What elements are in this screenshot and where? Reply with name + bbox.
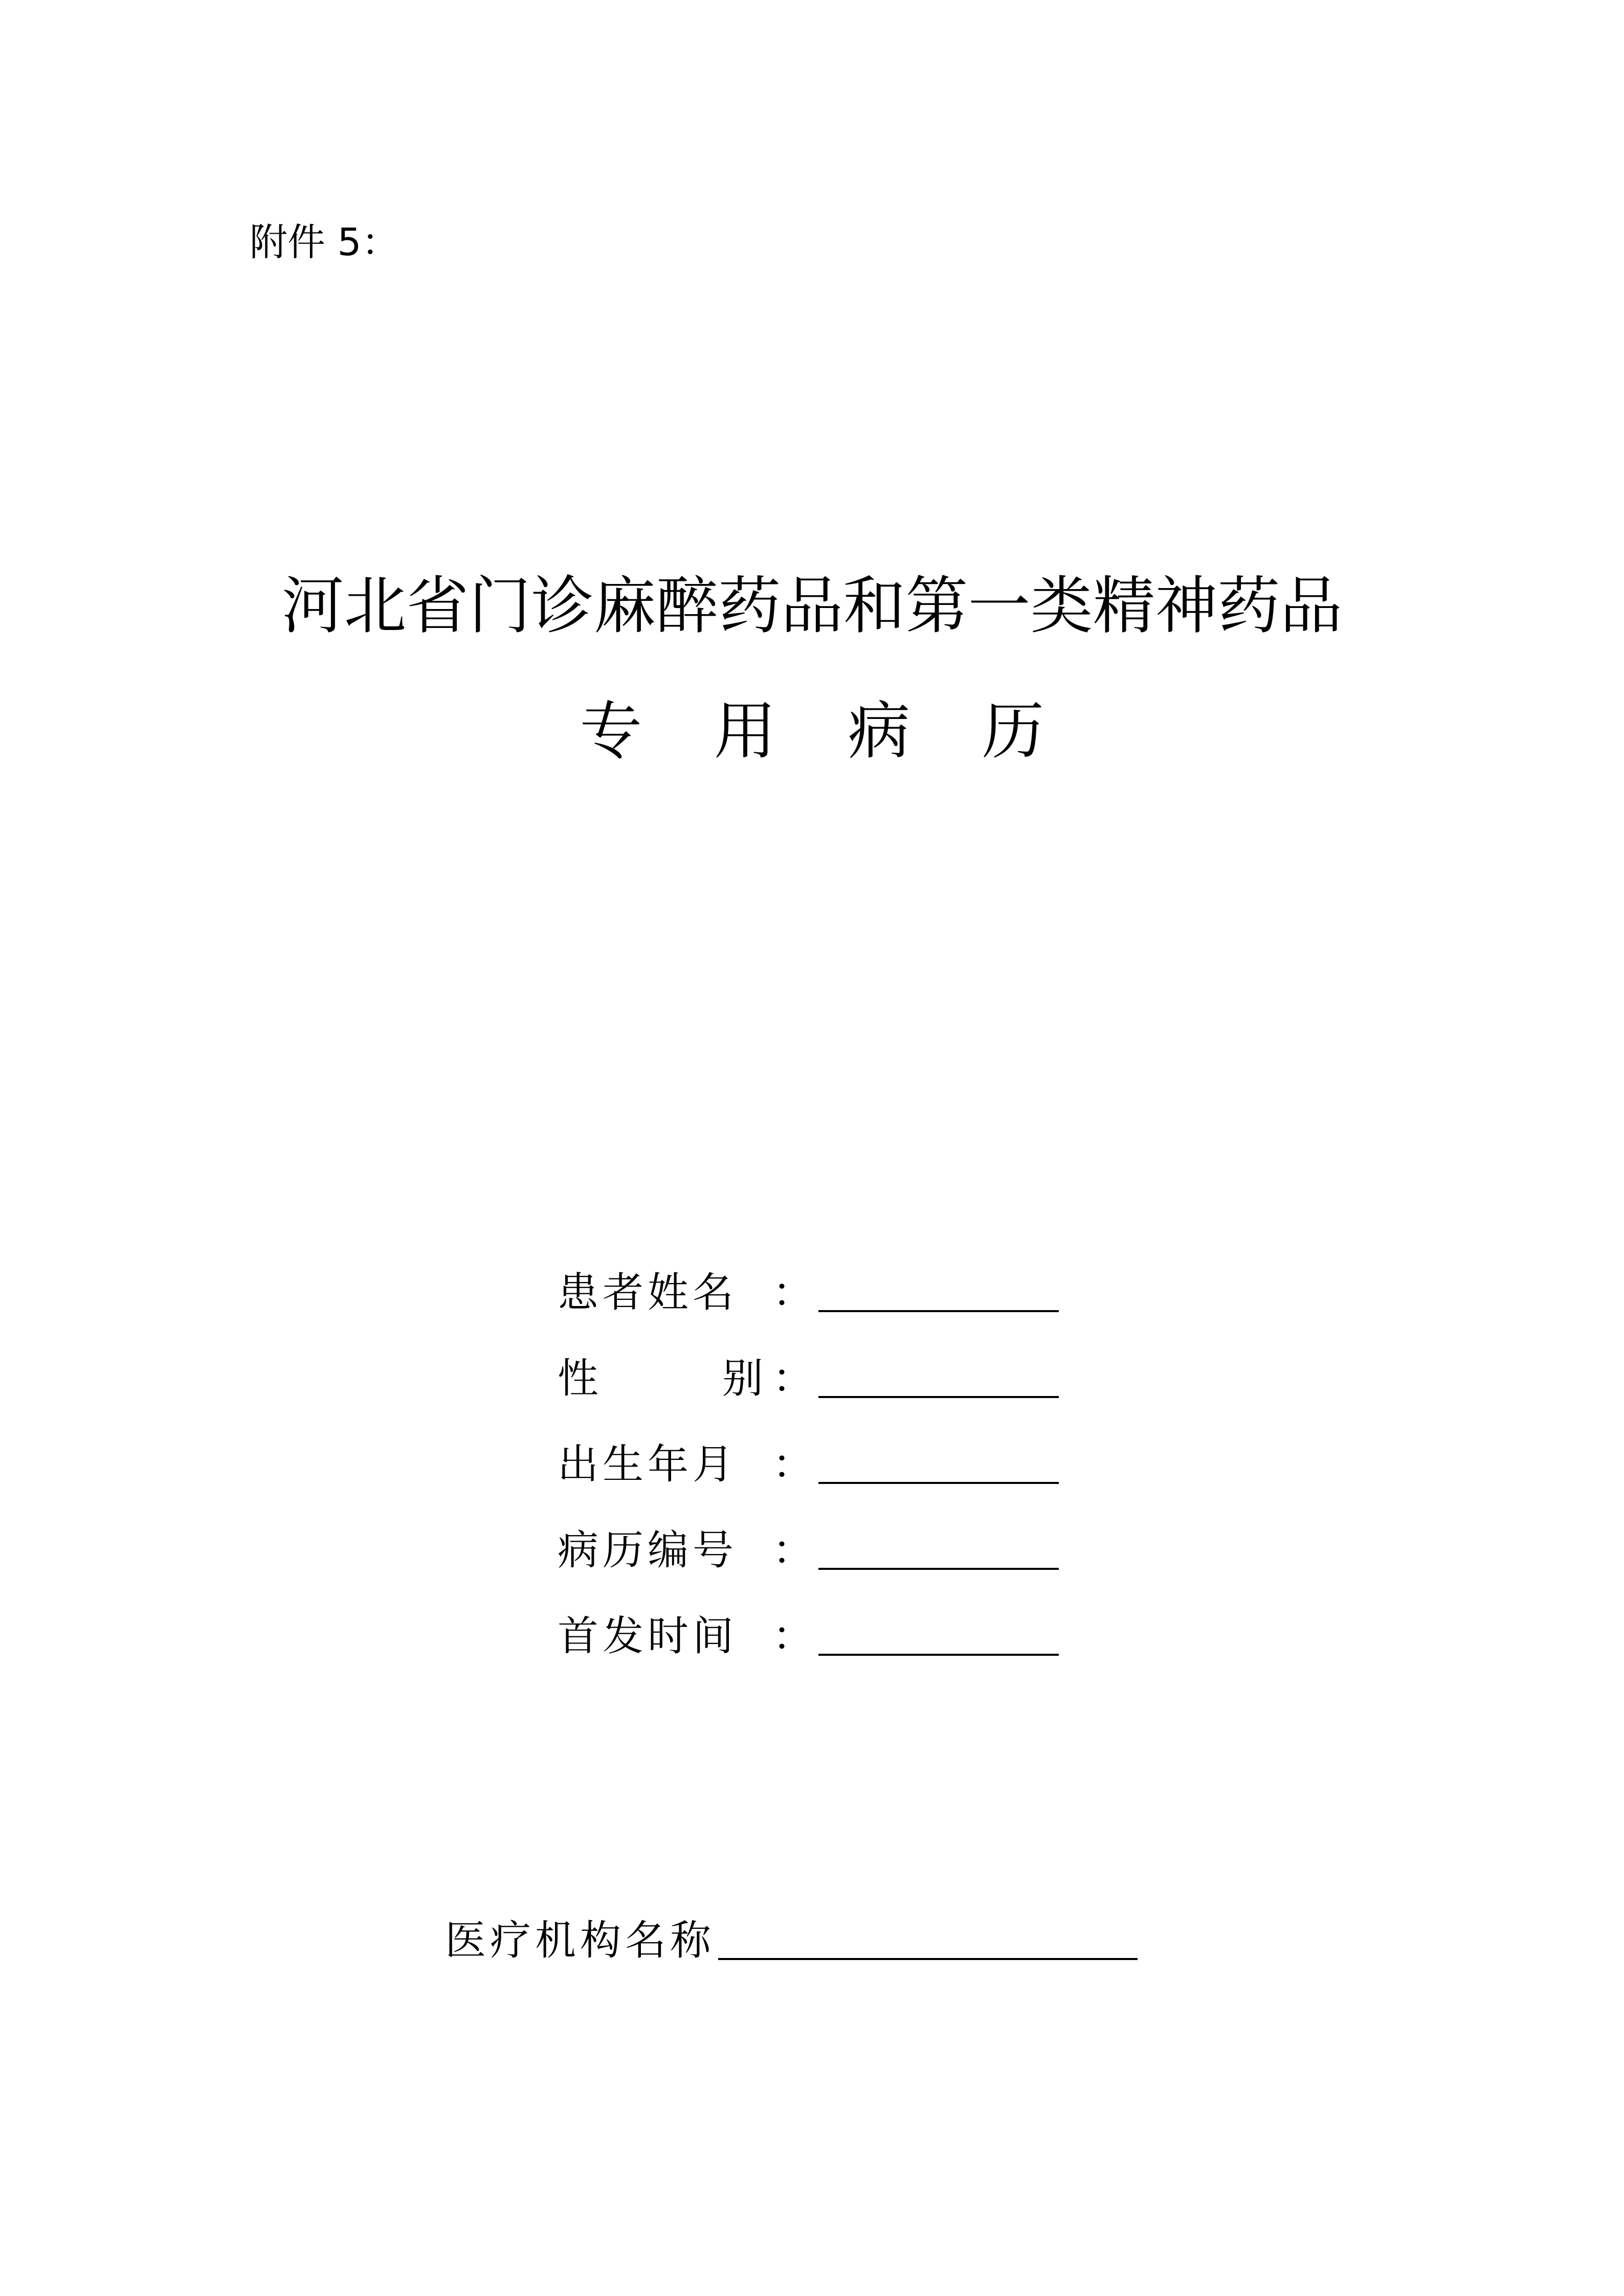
colon: ： xyxy=(772,1269,813,1316)
subtitle-char: 用 xyxy=(714,695,776,768)
document-title: 河北省门诊麻醉药品和第一类精神药品 xyxy=(281,570,1343,642)
birth-date-field[interactable] xyxy=(818,1451,1059,1484)
field-row-record-number xyxy=(558,1490,1059,1576)
field-row-patient-name xyxy=(558,1232,1059,1318)
institution-label: 医疗机构名称 xyxy=(445,1917,715,1964)
gender-label-part: 性 xyxy=(558,1355,603,1402)
colon: ： xyxy=(772,1440,813,1488)
gender-label xyxy=(558,1353,772,1404)
subtitle-char: 历 xyxy=(982,695,1044,768)
subtitle-char: 专 xyxy=(580,695,642,768)
birth-date-label: 出生年月 xyxy=(558,1440,738,1488)
annex-label: 附件 5： xyxy=(250,220,399,264)
colon: ： xyxy=(772,1612,813,1660)
record-number-label: 病历编号 xyxy=(558,1526,738,1574)
field-row-first-issue-time xyxy=(558,1576,1059,1662)
subtitle-char: 病 xyxy=(848,695,910,768)
gender-label-part: 别 xyxy=(722,1355,767,1402)
field-row-gender xyxy=(558,1318,1059,1404)
gender-field[interactable] xyxy=(818,1365,1059,1398)
institution-row xyxy=(445,1915,1138,1966)
colon: ： xyxy=(772,1355,813,1402)
first-issue-time-label: 首发时间 xyxy=(558,1612,738,1660)
patient-name-label: 患者姓名 xyxy=(558,1269,738,1316)
patient-info-block xyxy=(558,1232,1059,1662)
field-row-birth-date xyxy=(558,1404,1059,1490)
first-issue-time-field[interactable] xyxy=(818,1623,1059,1656)
colon: ： xyxy=(772,1526,813,1574)
document-subtitle xyxy=(0,693,1624,770)
patient-name-field[interactable] xyxy=(818,1279,1059,1312)
record-number-field[interactable] xyxy=(818,1537,1059,1570)
institution-name-field[interactable] xyxy=(718,1927,1138,1960)
